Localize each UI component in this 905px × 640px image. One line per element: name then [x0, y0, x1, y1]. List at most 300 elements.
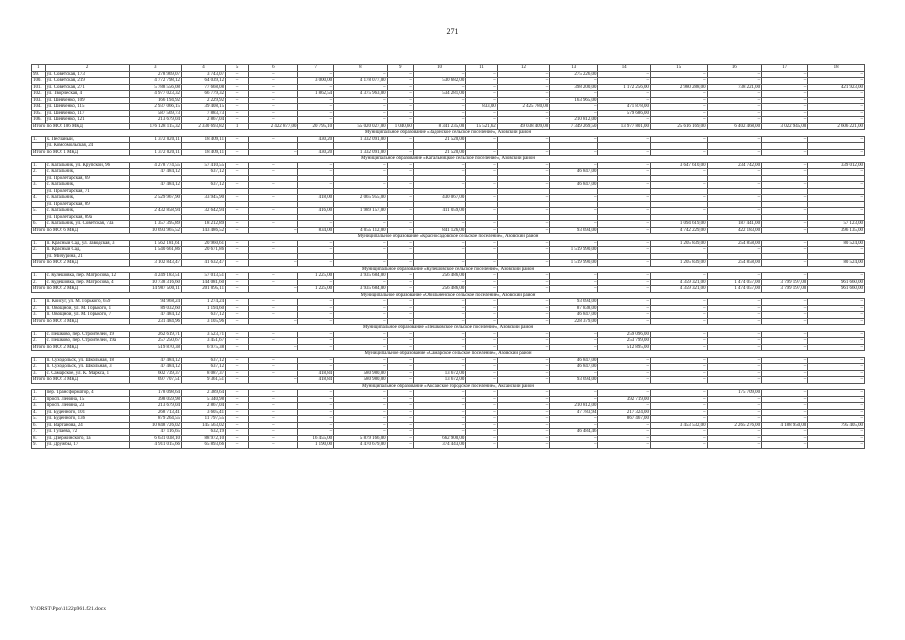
table-cell: –: [497, 416, 549, 423]
table-cell: –: [550, 435, 598, 442]
table-cell: 47 484,12: [129, 182, 181, 189]
table-cell: –: [226, 78, 249, 85]
table-cell: 795 405,00: [808, 422, 865, 429]
table-cell: 1.: [32, 331, 46, 338]
table-cell: 2.: [32, 396, 46, 403]
table-cell: 256 486,00: [413, 286, 465, 293]
table-cell: –: [598, 221, 650, 228]
address-cell: с. Кудешовка, пер. Матросова, 4: [45, 279, 129, 286]
table-cell: –: [650, 396, 707, 403]
table-cell: –: [762, 416, 808, 423]
table-cell: –: [650, 338, 707, 345]
table-cell: 3 453 532,00: [650, 422, 707, 429]
table-cell: –: [387, 84, 413, 91]
table-cell: 57 013,51: [182, 273, 226, 280]
table-cell: –: [298, 422, 334, 429]
municipality-total-row: [32, 123, 865, 130]
table-cell: 879 264,55: [129, 416, 181, 423]
table-cell: –: [387, 247, 413, 254]
table-cell: 217 324,00: [598, 409, 650, 416]
table-cell: 3 743,07: [182, 71, 226, 78]
table-cell: –: [387, 71, 413, 78]
address-cell: ул. Шевченко, 117: [45, 110, 129, 117]
table-cell: –: [387, 422, 413, 429]
table-cell: –: [598, 312, 650, 319]
table-cell: –: [466, 305, 497, 312]
table-cell: –: [762, 240, 808, 247]
table-cell: –: [650, 331, 707, 338]
table-cell: –: [808, 273, 865, 280]
table-cell: 4 359 321,00: [650, 286, 707, 293]
table-cell: –: [466, 416, 497, 423]
table-cell: –: [497, 331, 549, 338]
table-cell: 3 102 843,47: [129, 260, 181, 267]
table-cell: 5.: [32, 416, 46, 423]
table-cell: –: [466, 344, 497, 351]
table-cell: 530 682,00: [413, 78, 465, 85]
table-cell: –: [808, 195, 865, 202]
table-cell: –: [707, 169, 762, 176]
table-cell: –: [298, 71, 334, 78]
table-cell: –: [249, 273, 298, 280]
address-cell: п. Красный Сад, ул. Заводская, 3: [45, 240, 129, 247]
table-cell: –: [249, 403, 298, 410]
table-cell: 163 965,00: [550, 97, 598, 104]
table-cell: –: [762, 370, 808, 377]
table-cell: –: [413, 84, 465, 91]
table-cell: 8 341 235,00: [413, 123, 465, 130]
table-cell: 13 977 801,00: [598, 123, 650, 130]
table-cell: –: [598, 169, 650, 176]
table-cell: 20 671,86: [182, 247, 226, 254]
table-cell: –: [762, 84, 808, 91]
table-cell: 2 432 858,94: [129, 208, 181, 215]
table-cell: –: [226, 396, 249, 403]
table-cell: 411 059,00: [413, 208, 465, 215]
table-cell: 3.: [32, 312, 46, 319]
table-cell: 57 123,00: [808, 221, 865, 228]
column-number: 9: [387, 65, 413, 72]
table-cell: –: [497, 240, 549, 247]
table-cell: –: [466, 162, 497, 169]
table-cell: 3 799 197,00: [762, 286, 808, 293]
table-cell: 20 795,10: [298, 123, 334, 130]
table-cell: –: [808, 435, 865, 442]
table-cell: –: [497, 299, 549, 306]
table-cell: 87 838,00: [550, 305, 598, 312]
table-cell: 210 812,00: [550, 117, 598, 124]
table-cell: –: [808, 117, 865, 124]
table-cell: –: [334, 357, 388, 364]
table-cell: –: [762, 110, 808, 117]
table-cell: 13 672,00: [413, 377, 465, 384]
table-cell: –: [466, 370, 497, 377]
address-cell: с. Кагальник,: [45, 208, 129, 215]
table-cell: –: [334, 396, 388, 403]
total-label: Итого по МО: 3 МКД: [32, 377, 130, 384]
table-cell: 4 742 229,00: [650, 227, 707, 234]
table-cell: –: [598, 182, 650, 189]
column-number: 1: [32, 65, 46, 72]
table-cell: 89 032,60: [129, 305, 181, 312]
table-cell: –: [226, 279, 249, 286]
table-cell: –: [550, 279, 598, 286]
table-cell: –: [808, 403, 865, 410]
table-cell: 867 467,00: [598, 416, 650, 423]
table-cell: –: [226, 390, 249, 397]
table-cell: 637,12: [182, 182, 226, 189]
table-cell: –: [707, 344, 762, 351]
table-cell: –: [598, 370, 650, 377]
column-number: 4: [182, 65, 226, 72]
table-cell: 841 126,00: [413, 227, 465, 234]
table-cell: 5 879 166,00: [334, 435, 388, 442]
table-cell: –: [249, 162, 298, 169]
total-label: Итого по МО: 106 МКД: [32, 123, 130, 130]
table-cell: 1 332 091,00: [334, 149, 388, 156]
address-cell: ул. Творческая, 4: [45, 91, 129, 98]
table-cell: –: [707, 97, 762, 104]
table-cell: 80 524,00: [808, 240, 865, 247]
table-cell: –: [466, 377, 497, 384]
table-cell: –: [762, 396, 808, 403]
address-cell: ул. Дружбы, 17: [45, 442, 129, 449]
page-number: 271: [446, 27, 459, 36]
table-cell: –: [226, 331, 249, 338]
table-cell: –: [413, 409, 465, 416]
table-cell: 101.: [32, 84, 46, 91]
table-cell: 46 847,00: [550, 182, 598, 189]
table-cell: 46 847,00: [550, 312, 598, 319]
address-cell: ул. Дзержинского, 1а: [45, 435, 129, 442]
table-cell: –: [808, 136, 865, 143]
table-cell: –: [466, 117, 497, 124]
table-cell: 579 686,00: [598, 110, 650, 117]
table-cell: 1 190,00: [298, 442, 334, 449]
address-cell: п. Овощной, ул. М. Горького, 1: [45, 305, 129, 312]
table-cell: 11 797,55: [182, 416, 226, 423]
table-cell: –: [334, 240, 388, 247]
table-cell: 2 330 693,82: [182, 123, 226, 130]
table-cell: –: [598, 78, 650, 85]
table-cell: –: [226, 195, 249, 202]
table-cell: –: [550, 78, 598, 85]
table-cell: –: [413, 110, 465, 117]
table-cell: –: [387, 273, 413, 280]
table-cell: 102.: [32, 91, 46, 98]
table-cell: –: [413, 318, 465, 325]
table-cell: –: [226, 97, 249, 104]
table-cell: –: [808, 357, 865, 364]
table-cell: 103.: [32, 97, 46, 104]
table-cell: –: [650, 71, 707, 78]
table-cell: –: [762, 117, 808, 124]
table-cell: –: [249, 396, 298, 403]
table-cell: –: [249, 409, 298, 416]
table-cell: –: [466, 97, 497, 104]
table-cell: –: [413, 312, 465, 319]
table-cell: –: [762, 338, 808, 345]
table-cell: –: [466, 136, 497, 143]
table-cell: –: [226, 149, 249, 156]
address-cell: ул. Пролетарская, 69: [45, 175, 129, 182]
table-cell: 3 451,67: [182, 338, 226, 345]
table-cell: 213 679,04: [129, 403, 181, 410]
table-cell: –: [249, 370, 298, 377]
table-cell: 6.: [32, 221, 46, 228]
table-cell: –: [226, 104, 249, 111]
table-cell: –: [387, 169, 413, 176]
table-cell: –: [497, 409, 549, 416]
table-cell: –: [298, 221, 334, 228]
table-cell: –: [298, 117, 334, 124]
table-cell: –: [249, 442, 298, 449]
table-cell: –: [334, 312, 388, 319]
table-cell: –: [387, 149, 413, 156]
table-cell: 534 281,00: [413, 91, 465, 98]
table-cell: –: [466, 149, 497, 156]
table-cell: 10 693 965,52: [129, 227, 181, 234]
table-cell: –: [466, 338, 497, 345]
table-cell: 430 067,00: [413, 195, 465, 202]
table-cell: –: [707, 357, 762, 364]
column-number: 16: [707, 65, 762, 72]
table-cell: –: [707, 273, 762, 280]
table-cell: –: [466, 169, 497, 176]
table-cell: –: [497, 247, 549, 254]
table-cell: 13 672,00: [413, 370, 465, 377]
table-cell: –: [387, 429, 413, 436]
table-cell: 275 226,00: [550, 71, 598, 78]
table-cell: 512 895,00: [598, 344, 650, 351]
table-cell: –: [808, 149, 865, 156]
table-cell: –: [249, 364, 298, 371]
table-cell: –: [650, 429, 707, 436]
table-cell: –: [466, 260, 497, 267]
table-cell: –: [650, 97, 707, 104]
table-cell: 1 562 181,61: [129, 240, 181, 247]
table-cell: 94 968,24: [129, 299, 181, 306]
table-cell: –: [808, 364, 865, 371]
address-cell: ул. Советская, 271: [45, 84, 129, 91]
table-cell: –: [497, 195, 549, 202]
table-cell: –: [226, 221, 249, 228]
table-cell: 7 349 269,50: [550, 123, 598, 130]
table-cell: –: [808, 91, 865, 98]
table-cell: –: [387, 435, 413, 442]
table-cell: –: [226, 442, 249, 449]
table-cell: 99.: [32, 71, 46, 78]
table-cell: –: [650, 208, 707, 215]
municipality-name: Муниципальное образование «Кулешовское сельское поселение», Азовский район: [32, 266, 865, 273]
table-cell: –: [466, 247, 497, 254]
table-cell: 339 012,00: [808, 162, 865, 169]
table-cell: 77 668,08: [182, 84, 226, 91]
table-cell: –: [413, 390, 465, 397]
table-cell: 6.: [32, 422, 46, 429]
table-cell: –: [334, 344, 388, 351]
table-cell: –: [650, 370, 707, 377]
table-cell: 18 409,11: [182, 136, 226, 143]
table-cell: 2 980 288,00: [650, 84, 707, 91]
table-cell: –: [249, 260, 298, 267]
table-cell: –: [497, 364, 549, 371]
table-cell: –: [249, 279, 298, 286]
table-cell: 253 799,00: [598, 338, 650, 345]
table-cell: –: [808, 169, 865, 176]
table-cell: –: [650, 435, 707, 442]
table-cell: –: [387, 416, 413, 423]
table-cell: –: [707, 299, 762, 306]
table-cell: 4 188 950,00: [762, 422, 808, 429]
table-cell: –: [550, 240, 598, 247]
table-cell: –: [550, 136, 598, 143]
table-cell: –: [413, 429, 465, 436]
table-cell: 210 812,00: [550, 403, 598, 410]
table-cell: –: [762, 71, 808, 78]
table-cell: 4.: [32, 409, 46, 416]
table-cell: –: [550, 416, 598, 423]
table-cell: –: [497, 338, 549, 345]
table-cell: –: [249, 195, 298, 202]
table-cell: 16 455,00: [298, 435, 334, 442]
table-cell: –: [466, 208, 497, 215]
table-cell: –: [298, 357, 334, 364]
table-cell: –: [249, 247, 298, 254]
table-cell: 1.: [32, 357, 46, 364]
table-cell: –: [226, 273, 249, 280]
table-cell: –: [387, 208, 413, 215]
table-cell: 93 694,00: [550, 299, 598, 306]
table-cell: –: [650, 318, 707, 325]
table-cell: 234 742,00: [707, 162, 762, 169]
table-cell: –: [466, 91, 497, 98]
table-cell: –: [298, 390, 334, 397]
table-cell: –: [762, 221, 808, 228]
table-cell: –: [762, 208, 808, 215]
table-cell: –: [497, 370, 549, 377]
table-cell: –: [762, 78, 808, 85]
table-cell: –: [249, 377, 298, 384]
table-cell: 213 679,04: [129, 117, 181, 124]
table-cell: –: [550, 390, 598, 397]
table-cell: –: [598, 435, 650, 442]
table-cell: –: [650, 149, 707, 156]
table-cell: 7 883,73: [182, 110, 226, 117]
table-cell: 1.: [32, 240, 46, 247]
table-cell: –: [707, 78, 762, 85]
table-cell: –: [707, 149, 762, 156]
table-cell: 1 540 661,86: [129, 247, 181, 254]
table-cell: –: [707, 364, 762, 371]
table-cell: –: [497, 429, 549, 436]
table-cell: –: [298, 344, 334, 351]
table-cell: 430,20: [298, 149, 334, 156]
table-cell: 580 980,00: [334, 377, 388, 384]
table-cell: –: [466, 409, 497, 416]
table-cell: –: [249, 78, 298, 85]
table-cell: –: [387, 117, 413, 124]
table-cell: –: [413, 416, 465, 423]
table-cell: –: [249, 299, 298, 306]
table-cell: –: [808, 247, 865, 254]
table-cell: –: [808, 305, 865, 312]
table-cell: 10 738 316,60: [129, 279, 181, 286]
table-cell: –: [550, 338, 598, 345]
table-cell: 2.: [32, 338, 46, 345]
table-cell: 7.: [32, 429, 46, 436]
table-cell: –: [249, 357, 298, 364]
table-cell: –: [808, 71, 865, 78]
table-cell: –: [598, 318, 650, 325]
table-cell: –: [334, 338, 388, 345]
table-cell: 3 605,41: [182, 409, 226, 416]
table-cell: –: [497, 182, 549, 189]
table-cell: –: [298, 104, 334, 111]
table-cell: 8.: [32, 435, 46, 442]
table-cell: –: [466, 182, 497, 189]
table-cell: –: [762, 403, 808, 410]
table-cell: –: [650, 409, 707, 416]
total-label: Итого по МО: 3 МКД: [32, 318, 130, 325]
table-cell: 430,20: [298, 136, 334, 143]
table-cell: –: [249, 422, 298, 429]
table-cell: –: [808, 377, 865, 384]
table-cell: –: [249, 182, 298, 189]
table-cell: 93 694,00: [550, 377, 598, 384]
table-cell: 662 900,00: [413, 435, 465, 442]
table-cell: –: [762, 331, 808, 338]
table-cell: –: [598, 91, 650, 98]
table-cell: –: [334, 260, 388, 267]
address-cell: ул. Буденного, 136: [45, 416, 129, 423]
table-cell: –: [334, 97, 388, 104]
table-cell: –: [762, 247, 808, 254]
table-cell: –: [466, 396, 497, 403]
table-cell: –: [808, 331, 865, 338]
table-cell: –: [334, 84, 388, 91]
table-cell: 2 937 066,15: [129, 104, 181, 111]
table-cell: 55 020 027,00: [334, 123, 388, 130]
table-cell: –: [466, 240, 497, 247]
table-cell: –: [650, 364, 707, 371]
table-cell: 418,00: [298, 195, 334, 202]
table-cell: –: [598, 117, 650, 124]
table-cell: 418,84: [298, 370, 334, 377]
table-cell: –: [249, 208, 298, 215]
table-cell: –: [808, 312, 865, 319]
table-cell: –: [598, 71, 650, 78]
table-cell: –: [707, 247, 762, 254]
table-cell: –: [413, 97, 465, 104]
address-cell: ул. Гулаева, 72: [45, 429, 129, 436]
table-cell: –: [466, 318, 497, 325]
table-cell: –: [497, 273, 549, 280]
table-cell: –: [387, 260, 413, 267]
table-cell: –: [497, 377, 549, 384]
table-cell: 4 178 077,00: [334, 78, 388, 85]
table-cell: –: [598, 97, 650, 104]
table-cell: 46 847,00: [550, 169, 598, 176]
column-number: 2: [45, 65, 129, 72]
table-cell: –: [226, 117, 249, 124]
table-cell: 2 606 221,00: [808, 123, 865, 130]
table-cell: –: [808, 338, 865, 345]
table-cell: –: [762, 182, 808, 189]
table-cell: –: [550, 422, 598, 429]
municipality-name: Муниципальное образование «Самарское сельское поселение», Азовский район: [32, 351, 865, 358]
table-cell: –: [298, 279, 334, 286]
